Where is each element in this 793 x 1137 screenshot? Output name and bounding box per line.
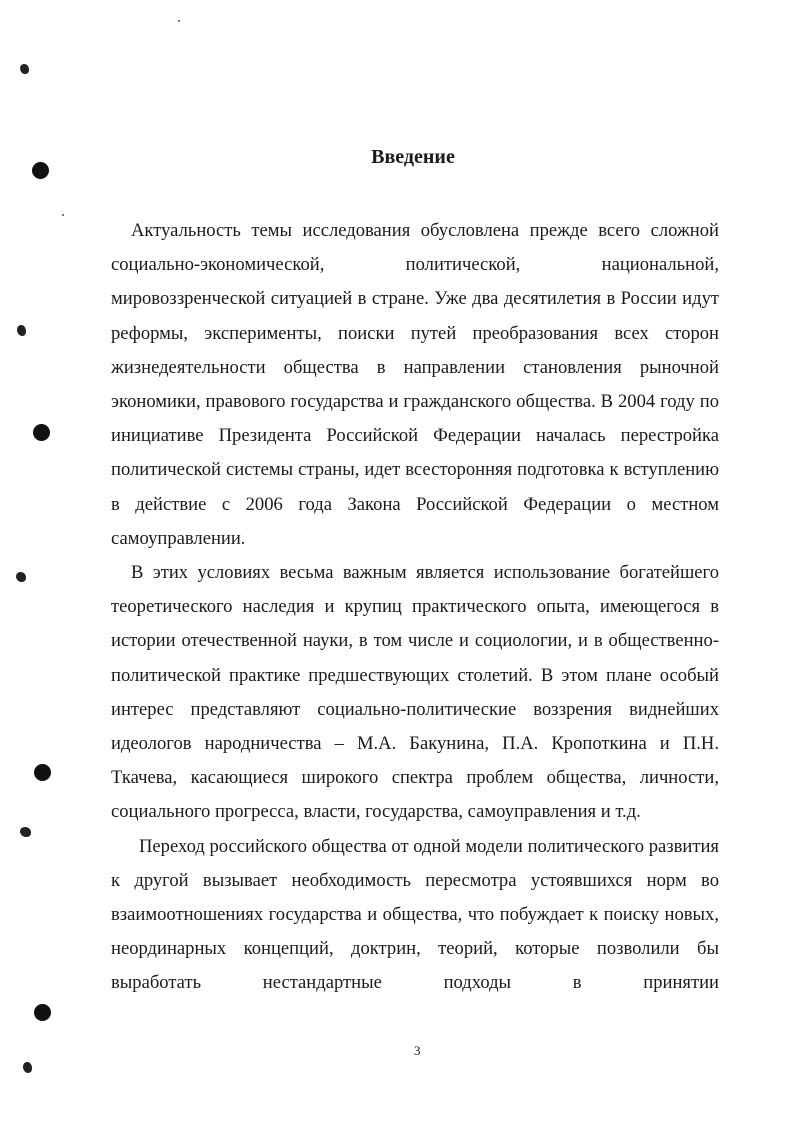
scan-speck [20, 64, 29, 74]
binder-hole [34, 1004, 51, 1021]
scan-speck [16, 572, 26, 582]
scan-dot [178, 20, 180, 22]
body-text [111, 214, 719, 1001]
scan-speck [17, 325, 26, 336]
binder-hole [33, 424, 50, 441]
binder-hole [34, 764, 51, 781]
scan-speck [20, 827, 31, 837]
page-title: Введение [371, 146, 455, 168]
scan-speck [23, 1062, 32, 1073]
paragraph-1: Актуальность темы исследования обусловлена прежде всего сложной социально-экономической, политической, национальной, мировоззренческой ситуацией в стране. Уже два десятилетия в России идут реформы, эксперименты, поиски путей преобразования всех сторон жизнедеятельности общества в направлении становления рыночной экономики, правового государства и гражданского общества. В 2004 году по инициативе Президента Российской Федерации началась перестройка политической системы страны, идет всесторонняя подготовка к вступлению в действие с 2006 года Закона Российской Федерации о местном самоуправлении. [111, 220, 719, 549]
paragraph-3: Переход российского общества от одной модели политического развития к другой вызывает необходимость пересмотра устоявшихся норм во взаимоотношениях государства и общества, что побуждает к поиску новых, неординарных концепций, доктрин, теорий, которые позволили бы выработать нестандартные подходы в принятии [111, 835, 719, 994]
scan-dot [62, 214, 64, 216]
page-number: 3 [414, 1043, 421, 1058]
paragraph-2: В этих условиях весьма важным является использование богатейшего теоретического наследия и крупиц практического опыта, имеющегося в истории отечественной науки, в том числе и социологии, и в общественно-политической практике предшествующих столетий. В этом плане особый интерес представляют социально-политические воззрения виднейших идеологов народничества – М.А. Бакунина, П.А. Кропоткина и П.Н. Ткачева, касающиеся широкого спектра проблем общества, личности, социального прогресса, власти, государства, самоуправления и т.д. [111, 562, 719, 823]
